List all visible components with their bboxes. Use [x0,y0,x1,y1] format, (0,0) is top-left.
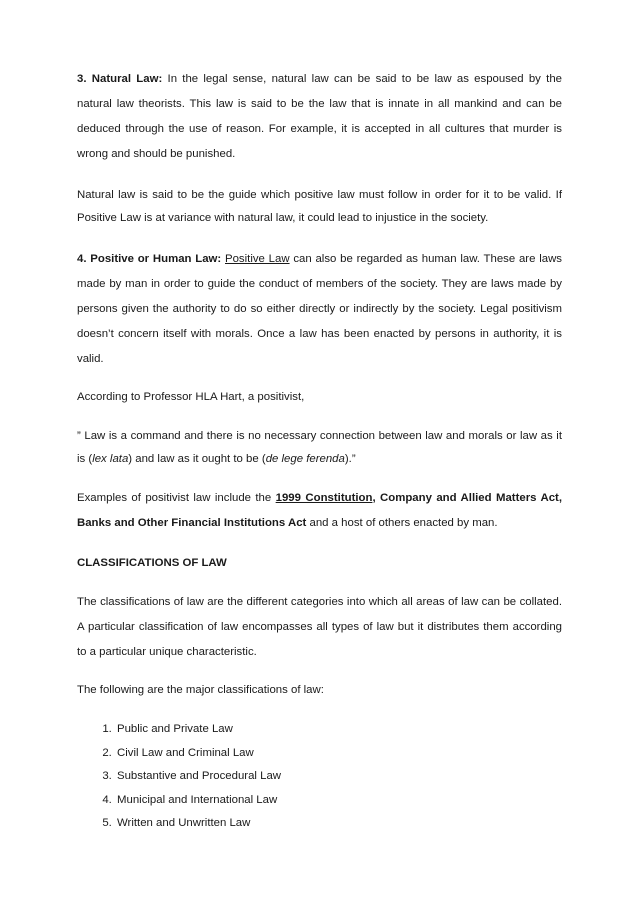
positive-law-link[interactable]: Positive Law [225,253,290,265]
constitution-link[interactable]: 1999 Constitution [275,492,373,504]
list-item: 2. Civil Law and Criminal Law [115,742,562,766]
classifications-heading: CLASSIFICATIONS OF LAW [77,557,227,569]
positive-law-text: can also be regarded as human law. These are laws made by man in order to guide the conduct of members of the society. They are laws made by persons given the authority to do so either directly or indirectly by the society. Legal positivism doesn’t concern itself with morals. Once a law has been enacted by persons in authority, it is valid. [77,253,562,365]
quote-lege-ferenda: de lege ferenda [265,453,345,465]
positive-law-paragraph [77,247,562,372]
quote-lex-lata: lex lata [92,453,129,465]
natural-law-validity-paragraph: Natural law is said to be the guide which positive law must follow in order for it to be valid. If Positive Law is at variance with natural law, it could lead to injustice in the society. [77,189,562,224]
quote-part-3: ).” [344,453,356,465]
list-item: 5. Written and Unwritten Law [115,812,562,836]
natural-law-text: In the legal sense, natural law can be said to be law as espoused by the natural law theorists. This law is said to be the law that is innate in all mankind and can be deduced through the use of reason. For example, it is accepted in all cultures that murder is wrong and should be punished. [77,73,562,160]
list-item: 4. Municipal and International Law [115,789,562,813]
quote-part-2: ) and law as it ought to be ( [128,453,266,465]
document-body [77,67,562,836]
classifications-list [77,718,562,836]
classifications-heading-wrap [77,553,562,573]
examples-comma: , [372,492,381,504]
examples-intro: Examples of positivist law include the [77,492,276,504]
hart-intro: According to Professor HLA Hart, a positivist, [77,391,305,403]
hart-quote [77,425,562,471]
examples-paragraph [77,486,562,536]
acts-names: Company and Allied Matters Act, Banks and Other Financial Institutions Act [77,492,562,529]
classifications-paragraph: The classifications of law are the different categories into which all areas of law can be collated. A particular classification of law encompasses all types of law but it distributes them according to a particular unique characteristic. [77,596,562,658]
list-item: 1. Public and Private Law [115,718,562,742]
positive-law-heading: 4. Positive or Human Law: [77,253,222,265]
examples-outro: and a host of others enacted by man. [306,517,498,529]
natural-law-heading: 3. Natural Law: [77,73,163,85]
classifications-list-intro: The following are the major classifications of law: [77,684,324,696]
quote-part-1: ” Law is a command and there is no necessary connection between law and morals or law as it is ( [77,430,562,465]
list-item: 3. Substantive and Procedural Law [115,765,562,789]
natural-law-paragraph [77,67,562,167]
